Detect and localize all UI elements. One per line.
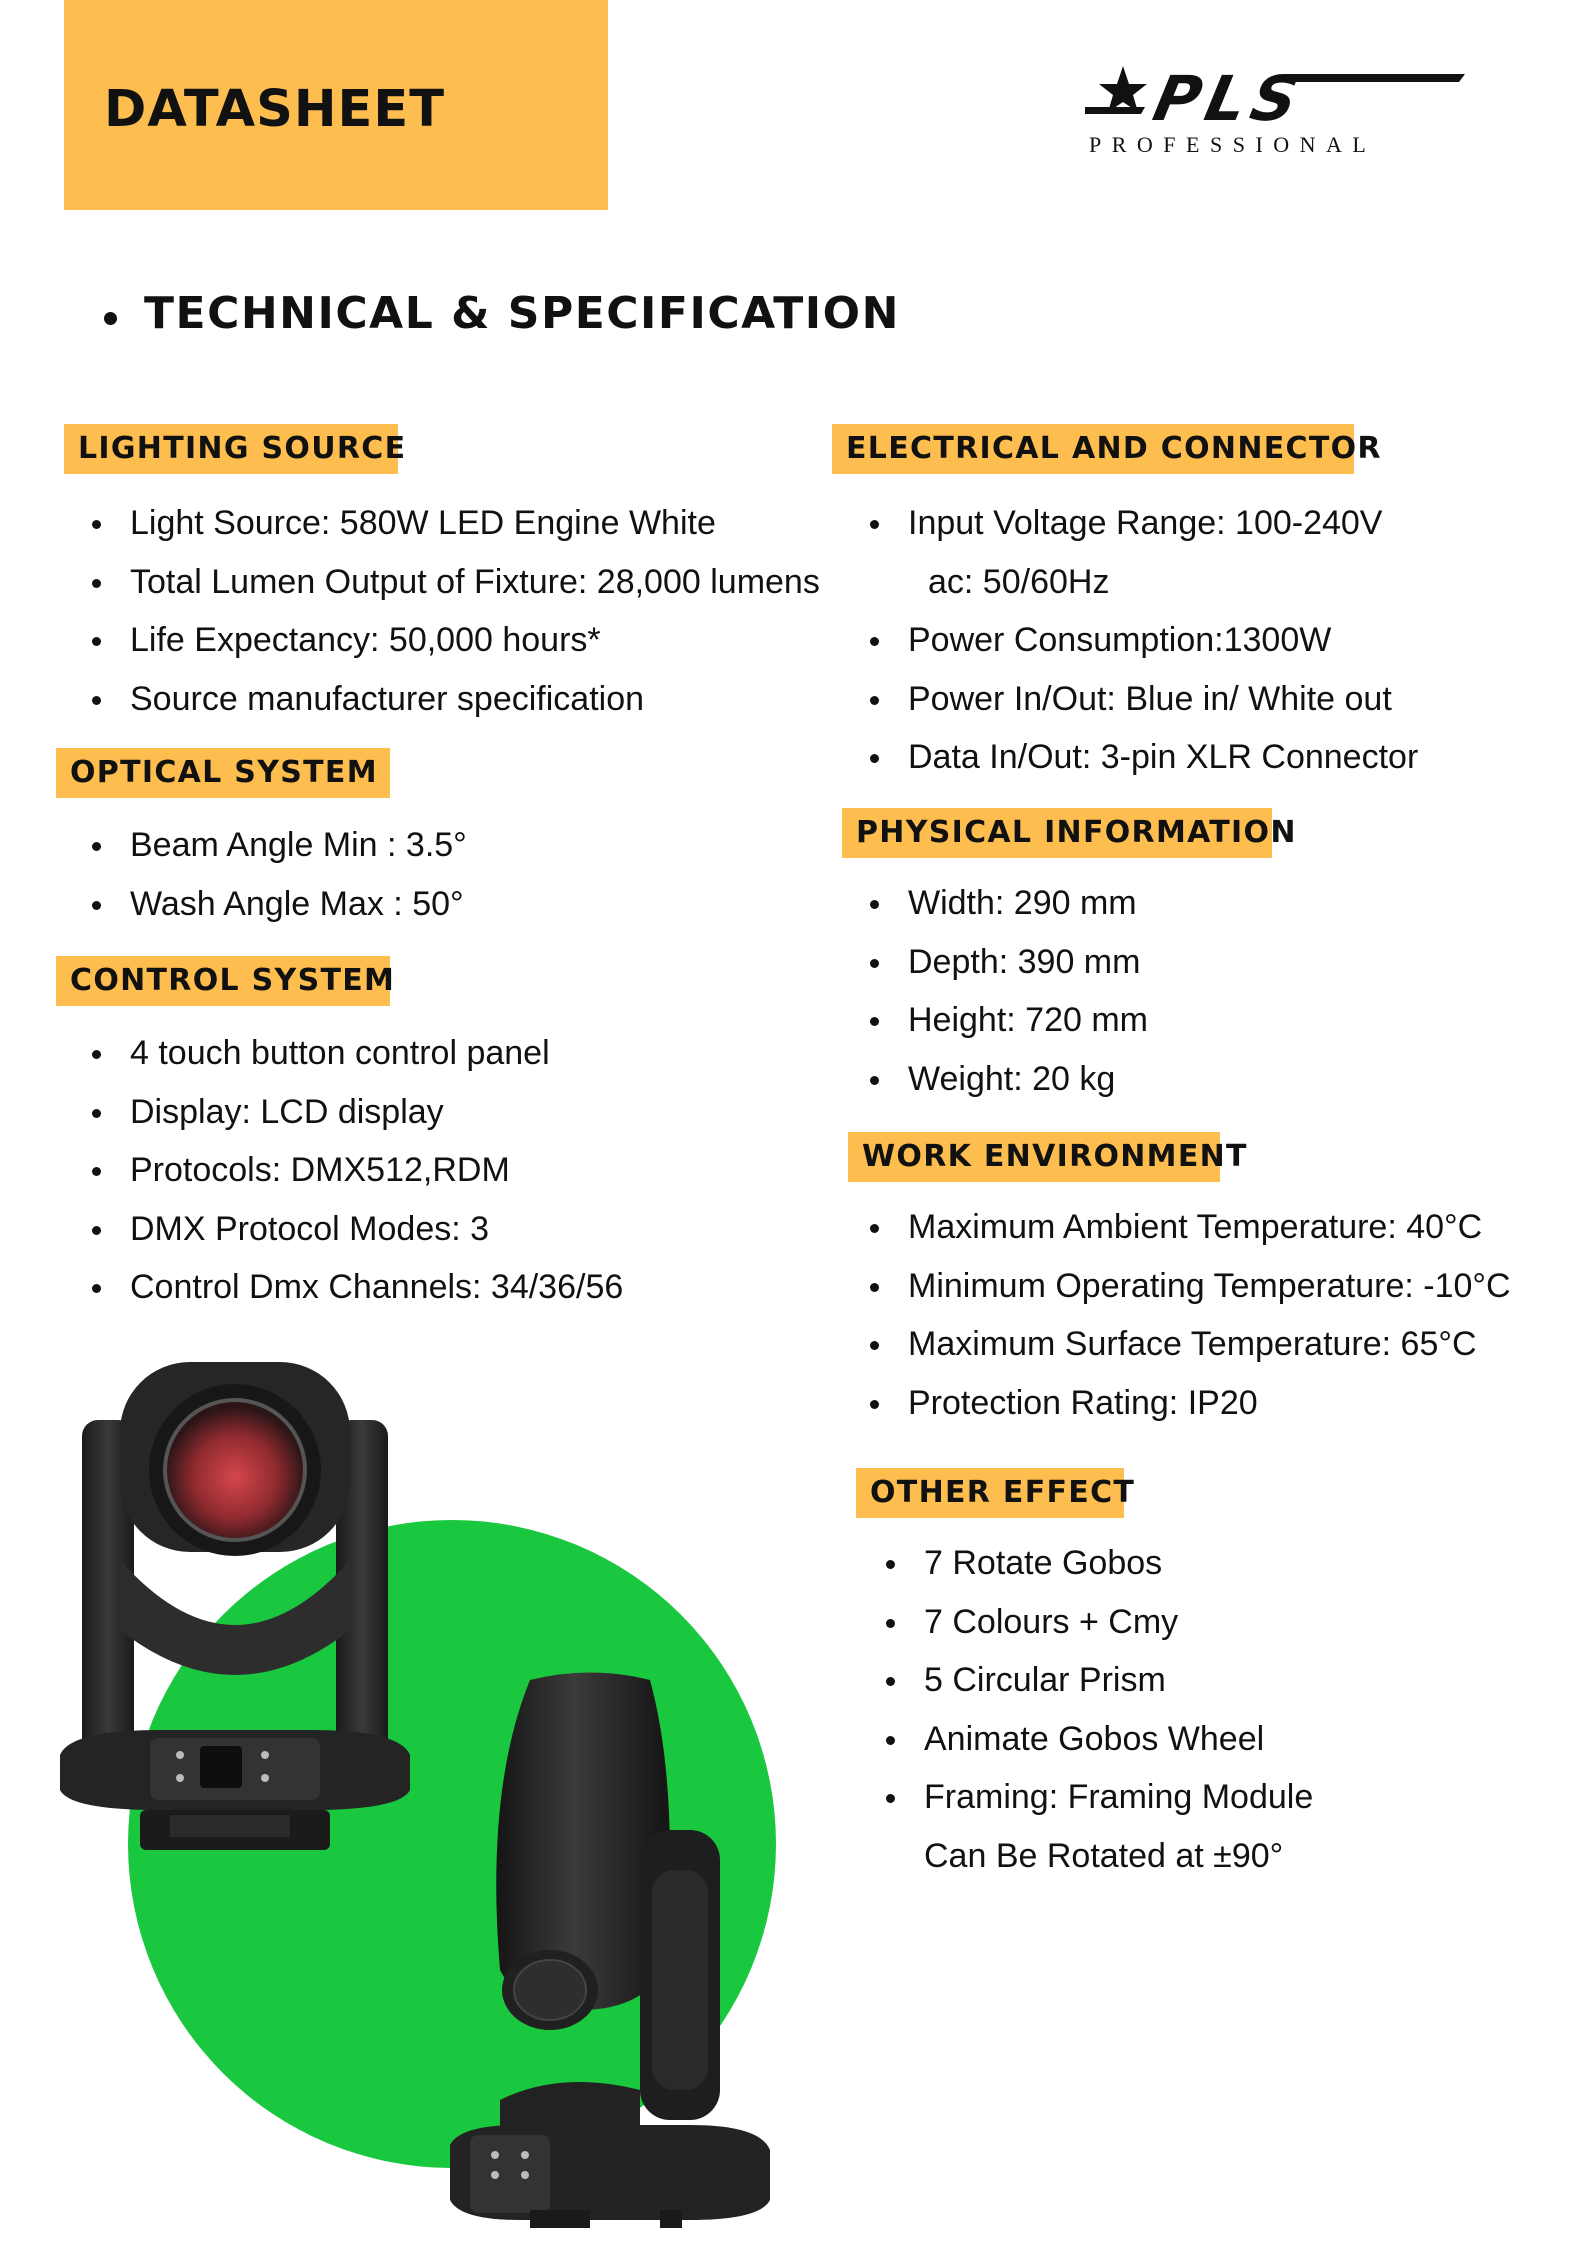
list-item: Depth: 390 mm	[870, 933, 1148, 992]
work-environment-label: WORK ENVIRONMENT	[848, 1132, 1220, 1182]
list-item: Width: 290 mm	[870, 874, 1148, 933]
electrical-label: ELECTRICAL AND CONNECTOR	[832, 424, 1354, 474]
heading-bullet	[104, 312, 117, 325]
other-effect-label: OTHER EFFECT	[856, 1468, 1124, 1518]
list-item: 4 touch button control panel	[92, 1024, 623, 1083]
electrical-list	[870, 494, 1418, 787]
logo-star-icon	[1099, 66, 1147, 112]
list-item: Display: LCD display	[92, 1083, 623, 1142]
list-item: Source manufacturer specification	[92, 670, 820, 729]
pls-logo	[1085, 62, 1465, 162]
list-item: Framing: Framing Module	[886, 1768, 1313, 1827]
list-item: Beam Angle Min : 3.5°	[92, 816, 467, 875]
list-item: Maximum Surface Temperature: 65°C	[870, 1315, 1511, 1374]
list-item: Weight: 20 kg	[870, 1050, 1148, 1109]
logo-swoosh-top	[1281, 74, 1465, 82]
list-item-continuation: ac: 50/60Hz	[928, 562, 1110, 601]
list-item: Total Lumen Output of Fixture: 28,000 lumens	[92, 553, 820, 612]
physical-list	[870, 874, 1148, 1108]
section-heading: TECHNICAL & SPECIFICATION	[144, 288, 900, 339]
fixture-side-image	[440, 1670, 780, 2230]
list-item: Height: 720 mm	[870, 991, 1148, 1050]
logo-swoosh	[1085, 107, 1145, 114]
list-item: Protocols: DMX512,RDM	[92, 1141, 623, 1200]
list-item: Input Voltage Range: 100-240V	[870, 494, 1418, 553]
list-item: 7 Colours + Cmy	[886, 1593, 1313, 1652]
list-item: Light Source: 580W LED Engine White	[92, 494, 820, 553]
list-item: Power Consumption:1300W	[870, 611, 1418, 670]
list-item: Maximum Ambient Temperature: 40°C	[870, 1198, 1511, 1257]
physical-label: PHYSICAL INFORMATION	[842, 808, 1272, 858]
optical-system-label: OPTICAL SYSTEM	[56, 748, 390, 798]
other-effect-list	[886, 1534, 1313, 1885]
list-item: Protection Rating: IP20	[870, 1374, 1511, 1433]
list-item: Minimum Operating Temperature: -10°C	[870, 1257, 1511, 1316]
lighting-source-label: LIGHTING SOURCE	[64, 424, 398, 474]
work-environment-list	[870, 1198, 1511, 1432]
lighting-source-list	[92, 494, 820, 728]
list-item: 5 Circular Prism	[886, 1651, 1313, 1710]
list-item: 7 Rotate Gobos	[886, 1534, 1313, 1593]
list-item: Control Dmx Channels: 34/36/56	[92, 1258, 623, 1317]
fixture-front-image	[40, 1360, 430, 1880]
page-title: DATASHEET	[104, 80, 446, 139]
list-item: Power In/Out: Blue in/ White out	[870, 670, 1418, 729]
control-system-label: CONTROL SYSTEM	[56, 956, 390, 1006]
list-item: Life Expectancy: 50,000 hours*	[92, 611, 820, 670]
list-item: Wash Angle Max : 50°	[92, 875, 467, 934]
list-item: Animate Gobos Wheel	[886, 1710, 1313, 1769]
list-item: Data In/Out: 3-pin XLR Connector	[870, 728, 1418, 787]
list-item-continuation: Can Be Rotated at ±90°	[924, 1836, 1284, 1875]
control-system-list	[92, 1024, 623, 1317]
list-item: DMX Protocol Modes: 3	[92, 1200, 623, 1259]
logo-wordmark: PLS	[1147, 62, 1311, 135]
optical-system-list	[92, 816, 467, 933]
logo-subtext: PROFESSIONAL	[1089, 132, 1377, 157]
